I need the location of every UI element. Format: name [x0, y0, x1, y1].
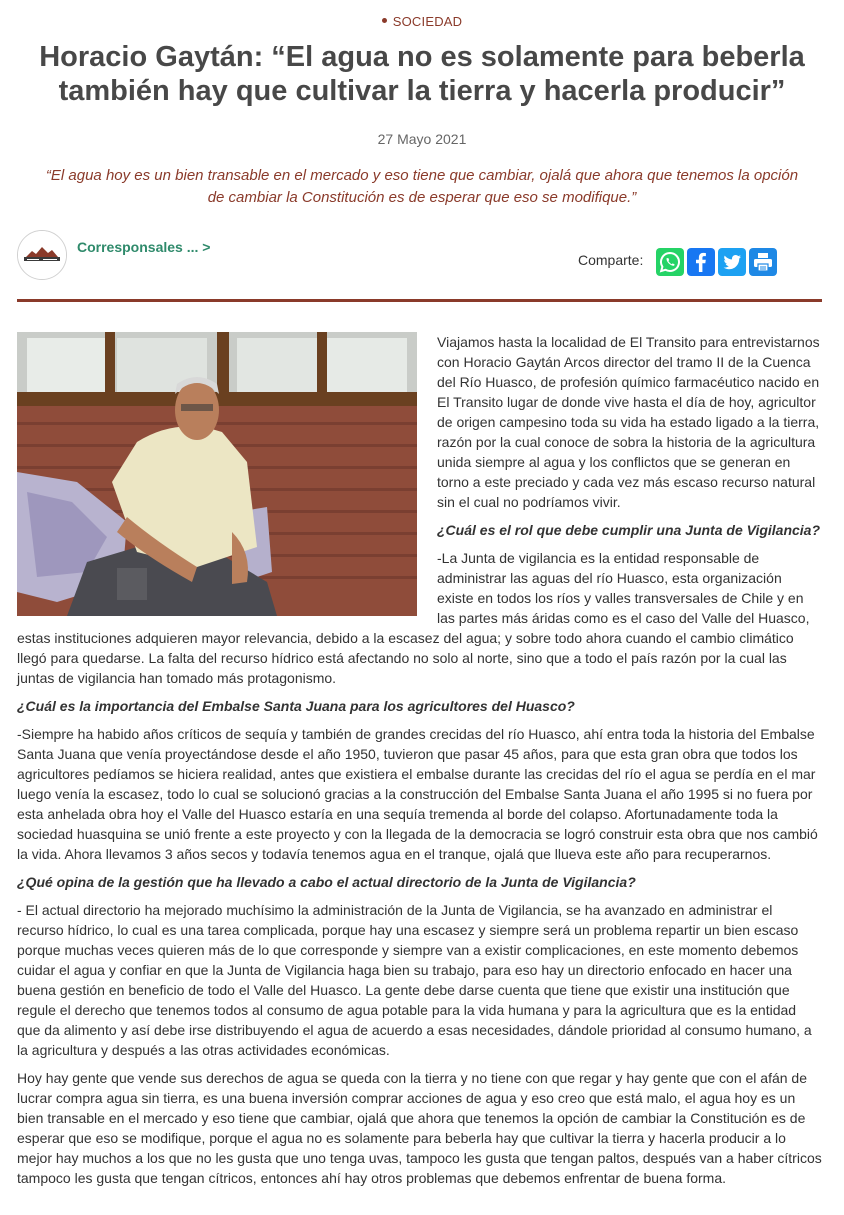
- newspaper-logo-icon: [18, 231, 66, 279]
- article-photo: [17, 332, 417, 616]
- category-text: SOCIEDAD: [392, 14, 463, 29]
- answer-2: -Siempre ha habido años críticos de sequía y también de grandes crecidas del río Huasco, ahí entra toda la historia del Embalse Santa Juana que venía proyectándose desde el año 1950, tuvieron que pasar 45 años, para que esta gran obra que todos los agricultores pedíamos se hiciera realidad, antes que existiera el embalse durante las crecidas del río el agua se perdía en el mar luego venía la escasez, todo lo cual se solucionó gracias a la construcción del Embalse Santa Juana el año 1995 si no fuera por esta anhelada obra hoy el Valle del Huasco estaría en una sequía tremenda al borde del colapso. Afortunadamente toda la sociedad huasquina se unió frente a este proyecto y con la llegada de la democracia se logró construir esta obra que nos cambió la vida. Ahora llevamos 3 años secos y todavía tenemos agua en el tranque, ojalá que llueva este año para recuperarnos.: [17, 726, 818, 862]
- facebook-share-button[interactable]: [687, 248, 715, 276]
- header-divider: [17, 299, 822, 302]
- intro-paragraph: Viajamos hasta la localidad de El Transito para entrevistarnos con Horacio Gaytán Arcos director del tramo II de la Cuenca del Río Huasco, de profesión químico farmacéutico nacido en El Transito lugar de donde vive hasta el día de hoy, agricultor de origen campesino toda su vida ha estado ligado a la tierra, razón por la cual conoce de sobra la historia de la agricultura unida siempre al agua y los conflictos que se generan en torno a este preciado y cada vez más escaso recurso natural sin el cual no podríamos vivir.: [437, 334, 820, 510]
- print-button[interactable]: [749, 248, 777, 276]
- answer-3: - El actual directorio ha mejorado muchísimo la administración de la Junta de Vigilancia, se ha avanzado en administrar el recurso hídrico, lo cual es una tarea complicada, porque hay una escasez y siempre será un problema repartir un bien escaso porque muchas veces quieren más de lo que corresponde y siempre van a existir complicaciones, en este momento debemos cuidar el agua y confiar en que la Junta de Vigilancia haga bien su trabajo, para eso hay un directorio enfocado en hacer una buena gestión en beneficio de todo el Valle del Huasco. La gente debe darse cuenta que tiene que existir una institución que regule el derecho que tenemos todos al consumo de agua potable para la vida humana y para la agricultura que es la entidad que da alimento y así debe irse distribuyendo el agua de acuerdo a esas necesidades, dándole prioridad al consumo humano, a la agricultura y después a las otras actividades económicas.: [17, 902, 812, 1058]
- category-dot: [382, 18, 387, 23]
- article-lead-quote: “El agua hoy es un bien transable en el mercado y eso tiene que cambiar, ojalá que ahora que tenemos la opción de cambiar la Constitución es de esperar que eso se modifique.”: [45, 167, 799, 206]
- article-title: Horacio Gaytán: “El agua no es solamente para beberla también hay que cultivar la tierra y hacerla producir”: [39, 41, 805, 107]
- share-label: Comparte:: [578, 252, 644, 268]
- whatsapp-share-button[interactable]: [656, 248, 684, 276]
- article-body: [17, 332, 822, 1196]
- article-date: 27 Mayo 2021: [377, 131, 467, 147]
- question-1: ¿Cuál es el rol que debe cumplir una Junta de Vigilancia?: [437, 522, 821, 538]
- question-2: ¿Cuál es la importancia del Embalse Santa Juana para los agricultores del Huasco?: [17, 698, 575, 714]
- print-icon: [749, 248, 777, 276]
- category-label[interactable]: [0, 14, 844, 29]
- closing-paragraph: Hoy hay gente que vende sus derechos de agua se queda con la tierra y no tiene con que regar y hay gente que con el afán de lucrar compra agua sin tierra, es una buena inversión comprar acciones de agua y eso creo que está malo, el agua hoy es un bien transable en el mercado y eso tiene que cambiar, ojalá que ahora que tenemos la opción de cambiar la Constitución es de esperar que eso se modifique, porque el agua no es solamente para beberla hay que cultivar la tierra y hacerla producir a lo mejor hay muchos a los que no les gusta que uno tenga uvas, tampoco les gusta que tengan paltos, después van a haber cítricos tampoco les gusta que tengan cítricos, entonces ahí hay otros problemas que debemos enfrentar de buena forma.: [17, 1070, 822, 1186]
- facebook-icon: [687, 248, 715, 276]
- answer-1: -La Junta de vigilancia es la entidad responsable de administrar las aguas del río Huasco, esta organización existe en todos los ríos y valles transversales de Chile y en las partes más áridas como es el caso del Valle del Huasco, estas instituciones adquieren mayor relevancia, debido a la escasez del agua; y sobre todo ahora cuando el cambio climático llegó para quedarse. La falta del recurso hídrico está afectando no solo al norte, sino que a todo el país razón por la cual las juntas de vigilancia han tomado más protagonismo.: [17, 550, 810, 686]
- twitter-share-button[interactable]: [718, 248, 746, 276]
- author-avatar[interactable]: [17, 230, 67, 280]
- author-link[interactable]: Corresponsales ... >: [77, 239, 211, 255]
- twitter-icon: [718, 248, 746, 276]
- question-3: ¿Qué opina de la gestión que ha llevado a cabo el actual directorio de la Junta de Vigilancia?: [17, 874, 636, 890]
- whatsapp-icon: [656, 248, 684, 276]
